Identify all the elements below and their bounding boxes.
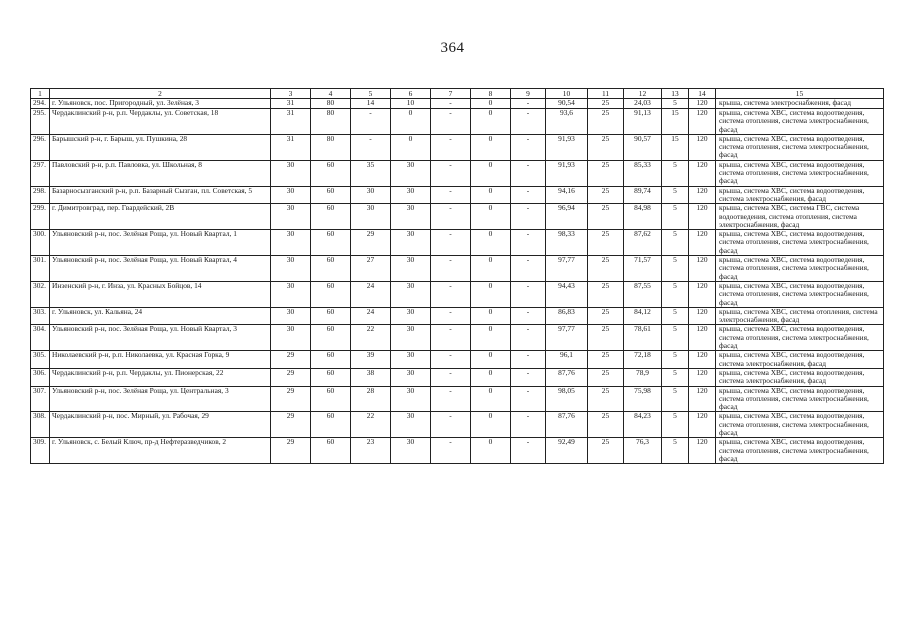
- column-header-3: 3: [271, 89, 311, 99]
- col12-cell: 72,18: [624, 351, 662, 369]
- col5-cell: 23: [351, 438, 391, 464]
- address-cell: Базарносызганский р-н, р.п. Базарный Сызган, пл. Советская, 5: [50, 186, 271, 204]
- col14-cell: 120: [689, 351, 716, 369]
- table-body: [31, 99, 884, 464]
- col13-cell: 5: [662, 160, 689, 186]
- row-number: 299.: [31, 204, 50, 230]
- col4-cell: 60: [311, 204, 351, 230]
- works-cell: крыша, система ХВС, система водоотведения, система отопления, система электроснабжения, фасад: [716, 438, 884, 464]
- col7-cell: -: [431, 281, 471, 307]
- col5-cell: 24: [351, 281, 391, 307]
- col6-cell: 30: [391, 412, 431, 438]
- col5-cell: 14: [351, 99, 391, 109]
- col14-cell: 120: [689, 307, 716, 325]
- col11-cell: 25: [588, 438, 624, 464]
- col5-cell: 39: [351, 351, 391, 369]
- col14-cell: 120: [689, 186, 716, 204]
- col10-cell: 87,76: [546, 368, 588, 386]
- col3-cell: 30: [271, 256, 311, 282]
- col12-cell: 76,3: [624, 438, 662, 464]
- col9-cell: -: [511, 368, 546, 386]
- col4-cell: 60: [311, 351, 351, 369]
- col9-cell: -: [511, 325, 546, 351]
- col10-cell: 98,05: [546, 386, 588, 412]
- col14-cell: 120: [689, 230, 716, 256]
- col11-cell: 25: [588, 186, 624, 204]
- col8-cell: 0: [471, 256, 511, 282]
- works-cell: крыша, система ХВС, система водоотведения, система отопления, система электроснабжения, фасад: [716, 256, 884, 282]
- col7-cell: -: [431, 204, 471, 230]
- col7-cell: -: [431, 438, 471, 464]
- col13-cell: 5: [662, 186, 689, 204]
- col4-cell: 60: [311, 186, 351, 204]
- col4-cell: 60: [311, 160, 351, 186]
- table-row: [31, 438, 884, 464]
- table-row: [31, 412, 884, 438]
- col9-cell: -: [511, 438, 546, 464]
- col6-cell: 30: [391, 204, 431, 230]
- col10-cell: 87,76: [546, 412, 588, 438]
- table-row: [31, 325, 884, 351]
- address-cell: Чердаклинский р-н, пос. Мирный, ул. Рабочая, 29: [50, 412, 271, 438]
- row-number: 296.: [31, 134, 50, 160]
- address-cell: Ульяновский р-н, пос. Зелёная Роща, ул. Новый Квартал, 3: [50, 325, 271, 351]
- col11-cell: 25: [588, 307, 624, 325]
- table-row: [31, 204, 884, 230]
- col6-cell: 30: [391, 351, 431, 369]
- table-row: [31, 307, 884, 325]
- col3-cell: 30: [271, 307, 311, 325]
- col7-cell: -: [431, 134, 471, 160]
- col4-cell: 60: [311, 230, 351, 256]
- col9-cell: -: [511, 186, 546, 204]
- col3-cell: 30: [271, 230, 311, 256]
- col10-cell: 90,54: [546, 99, 588, 109]
- col3-cell: 30: [271, 325, 311, 351]
- col7-cell: -: [431, 368, 471, 386]
- col11-cell: 25: [588, 230, 624, 256]
- col4-cell: 60: [311, 438, 351, 464]
- works-cell: крыша, система ХВС, система водоотведения, система отопления, система электроснабжения, фасад: [716, 230, 884, 256]
- col7-cell: -: [431, 109, 471, 135]
- col7-cell: -: [431, 99, 471, 109]
- col4-cell: 80: [311, 134, 351, 160]
- col4-cell: 60: [311, 307, 351, 325]
- table-row: [31, 256, 884, 282]
- col5-cell: 29: [351, 230, 391, 256]
- col8-cell: 0: [471, 412, 511, 438]
- col5-cell: 22: [351, 325, 391, 351]
- col4-cell: 60: [311, 281, 351, 307]
- col5-cell: 28: [351, 386, 391, 412]
- col12-cell: 87,55: [624, 281, 662, 307]
- col6-cell: 30: [391, 438, 431, 464]
- col10-cell: 98,33: [546, 230, 588, 256]
- works-cell: крыша, система ХВС, система водоотведения, система отопления, система электроснабжения, фасад: [716, 134, 884, 160]
- col8-cell: 0: [471, 325, 511, 351]
- col5-cell: 24: [351, 307, 391, 325]
- works-cell: крыша, система электроснабжения, фасад: [716, 99, 884, 109]
- address-cell: Чердаклинский р-н, р.п. Чердаклы, ул. Советская, 18: [50, 109, 271, 135]
- works-cell: крыша, система ХВС, система водоотведения, система электроснабжения, фасад: [716, 351, 884, 369]
- column-header-15: 15: [716, 89, 884, 99]
- col14-cell: 120: [689, 99, 716, 109]
- row-number: 298.: [31, 186, 50, 204]
- col9-cell: -: [511, 307, 546, 325]
- col13-cell: 5: [662, 386, 689, 412]
- table-header: [31, 89, 884, 99]
- col5-cell: -: [351, 134, 391, 160]
- col6-cell: 30: [391, 325, 431, 351]
- col10-cell: 92,49: [546, 438, 588, 464]
- col9-cell: -: [511, 134, 546, 160]
- col9-cell: -: [511, 281, 546, 307]
- row-number: 300.: [31, 230, 50, 256]
- col12-cell: 84,98: [624, 204, 662, 230]
- col3-cell: 29: [271, 438, 311, 464]
- col4-cell: 60: [311, 368, 351, 386]
- col5-cell: 38: [351, 368, 391, 386]
- col11-cell: 25: [588, 386, 624, 412]
- col13-cell: 5: [662, 368, 689, 386]
- col12-cell: 85,33: [624, 160, 662, 186]
- col3-cell: 31: [271, 109, 311, 135]
- column-number-row: [31, 89, 884, 99]
- works-cell: крыша, система ХВС, система водоотведения, система электроснабжения, фасад: [716, 186, 884, 204]
- address-cell: Ульяновский р-н, пос. Зелёная Роща, ул. Новый Квартал, 1: [50, 230, 271, 256]
- col6-cell: 0: [391, 134, 431, 160]
- table-row: [31, 186, 884, 204]
- col6-cell: 30: [391, 256, 431, 282]
- col11-cell: 25: [588, 351, 624, 369]
- col10-cell: 96,94: [546, 204, 588, 230]
- col8-cell: 0: [471, 351, 511, 369]
- works-cell: крыша, система ХВС, система водоотведения, система отопления, система электроснабжения, фасад: [716, 160, 884, 186]
- address-cell: г. Ульяновск, пос. Пригородный, ул. Зелёная, 3: [50, 99, 271, 109]
- col12-cell: 75,98: [624, 386, 662, 412]
- col9-cell: -: [511, 109, 546, 135]
- col10-cell: 94,43: [546, 281, 588, 307]
- col12-cell: 89,74: [624, 186, 662, 204]
- col8-cell: 0: [471, 368, 511, 386]
- address-cell: Инзенский р-н, г. Инза, ул. Красных Бойцов, 14: [50, 281, 271, 307]
- col12-cell: 71,57: [624, 256, 662, 282]
- col7-cell: -: [431, 386, 471, 412]
- address-cell: Николаевский р-н, р.п. Николаевка, ул. Красная Горка, 9: [50, 351, 271, 369]
- col13-cell: 5: [662, 230, 689, 256]
- col5-cell: 30: [351, 204, 391, 230]
- col9-cell: -: [511, 99, 546, 109]
- table-row: [31, 351, 884, 369]
- col12-cell: 90,57: [624, 134, 662, 160]
- address-cell: Ульяновский р-н, пос. Зелёная Роща, ул. Центральная, 3: [50, 386, 271, 412]
- row-number: 297.: [31, 160, 50, 186]
- col9-cell: -: [511, 412, 546, 438]
- row-number: 294.: [31, 99, 50, 109]
- col13-cell: 15: [662, 134, 689, 160]
- col4-cell: 60: [311, 412, 351, 438]
- registry-table-container: [30, 88, 883, 464]
- col11-cell: 25: [588, 412, 624, 438]
- address-cell: Барышский р-н, г. Барыш, ул. Пушкина, 28: [50, 134, 271, 160]
- col4-cell: 60: [311, 256, 351, 282]
- col4-cell: 80: [311, 99, 351, 109]
- col3-cell: 31: [271, 99, 311, 109]
- col13-cell: 5: [662, 412, 689, 438]
- col3-cell: 30: [271, 186, 311, 204]
- address-cell: г. Димитровград, пер. Гвардейский, 2В: [50, 204, 271, 230]
- col8-cell: 0: [471, 307, 511, 325]
- column-header-1: 1: [31, 89, 50, 99]
- col9-cell: -: [511, 351, 546, 369]
- col12-cell: 87,62: [624, 230, 662, 256]
- col3-cell: 29: [271, 351, 311, 369]
- column-header-9: 9: [511, 89, 546, 99]
- col14-cell: 120: [689, 109, 716, 135]
- column-header-12: 12: [624, 89, 662, 99]
- col12-cell: 24,03: [624, 99, 662, 109]
- col11-cell: 25: [588, 256, 624, 282]
- col8-cell: 0: [471, 186, 511, 204]
- col8-cell: 0: [471, 386, 511, 412]
- row-number: 308.: [31, 412, 50, 438]
- col14-cell: 120: [689, 438, 716, 464]
- row-number: 302.: [31, 281, 50, 307]
- table-row: [31, 386, 884, 412]
- col11-cell: 25: [588, 368, 624, 386]
- col11-cell: 25: [588, 134, 624, 160]
- column-header-13: 13: [662, 89, 689, 99]
- row-number: 309.: [31, 438, 50, 464]
- col13-cell: 5: [662, 256, 689, 282]
- col5-cell: 35: [351, 160, 391, 186]
- works-cell: крыша, система ХВС, система водоотведения, система отопления, система электроснабжения, фасад: [716, 325, 884, 351]
- col13-cell: 5: [662, 204, 689, 230]
- col14-cell: 120: [689, 368, 716, 386]
- col11-cell: 25: [588, 109, 624, 135]
- col14-cell: 120: [689, 412, 716, 438]
- col5-cell: 27: [351, 256, 391, 282]
- col14-cell: 120: [689, 281, 716, 307]
- col12-cell: 78,61: [624, 325, 662, 351]
- col10-cell: 94,16: [546, 186, 588, 204]
- col6-cell: 30: [391, 230, 431, 256]
- works-cell: крыша, система ХВС, система отопления, система электроснабжения, фасад: [716, 307, 884, 325]
- col13-cell: 5: [662, 307, 689, 325]
- col3-cell: 30: [271, 204, 311, 230]
- col9-cell: -: [511, 204, 546, 230]
- col6-cell: 30: [391, 368, 431, 386]
- column-header-8: 8: [471, 89, 511, 99]
- col6-cell: 30: [391, 386, 431, 412]
- table-row: [31, 160, 884, 186]
- col13-cell: 15: [662, 109, 689, 135]
- row-number: 304.: [31, 325, 50, 351]
- col9-cell: -: [511, 230, 546, 256]
- works-cell: крыша, система ХВС, система водоотведения, система отопления, система электроснабжения, фасад: [716, 412, 884, 438]
- col3-cell: 31: [271, 134, 311, 160]
- works-cell: крыша, система ХВС, система водоотведения, система отопления, система электроснабжения, фасад: [716, 281, 884, 307]
- col7-cell: -: [431, 160, 471, 186]
- works-cell: крыша, система ХВС, система водоотведения, система отопления, система электроснабжения, фасад: [716, 109, 884, 135]
- col13-cell: 5: [662, 351, 689, 369]
- col12-cell: 84,12: [624, 307, 662, 325]
- column-header-4: 4: [311, 89, 351, 99]
- col5-cell: 30: [351, 186, 391, 204]
- column-header-7: 7: [431, 89, 471, 99]
- col8-cell: 0: [471, 99, 511, 109]
- col3-cell: 29: [271, 368, 311, 386]
- address-cell: г. Ульяновск, с. Белый Ключ, пр-д Нефтеразведчиков, 2: [50, 438, 271, 464]
- col9-cell: -: [511, 160, 546, 186]
- col7-cell: -: [431, 230, 471, 256]
- col14-cell: 120: [689, 325, 716, 351]
- col12-cell: 78,9: [624, 368, 662, 386]
- col11-cell: 25: [588, 281, 624, 307]
- col11-cell: 25: [588, 99, 624, 109]
- col10-cell: 91,93: [546, 134, 588, 160]
- col9-cell: -: [511, 256, 546, 282]
- column-header-2: 2: [50, 89, 271, 99]
- works-cell: крыша, система ХВС, система водоотведения, система отопления, система электроснабжения, фасад: [716, 386, 884, 412]
- address-cell: Павловский р-н, р.п. Павловка, ул. Школьная, 8: [50, 160, 271, 186]
- column-header-14: 14: [689, 89, 716, 99]
- table-row: [31, 368, 884, 386]
- col3-cell: 29: [271, 412, 311, 438]
- row-number: 301.: [31, 256, 50, 282]
- col10-cell: 97,77: [546, 325, 588, 351]
- row-number: 305.: [31, 351, 50, 369]
- col14-cell: 120: [689, 256, 716, 282]
- address-cell: г. Ульяновск, ул. Кальяна, 24: [50, 307, 271, 325]
- col3-cell: 30: [271, 281, 311, 307]
- col7-cell: -: [431, 351, 471, 369]
- col4-cell: 60: [311, 386, 351, 412]
- col7-cell: -: [431, 256, 471, 282]
- column-header-11: 11: [588, 89, 624, 99]
- col8-cell: 0: [471, 204, 511, 230]
- address-cell: Чердаклинский р-н, р.п. Чердаклы, ул. Пионерская, 22: [50, 368, 271, 386]
- works-cell: крыша, система ХВС, система водоотведения, система электроснабжения, фасад: [716, 368, 884, 386]
- col6-cell: 30: [391, 307, 431, 325]
- table-row: [31, 109, 884, 135]
- col12-cell: 91,13: [624, 109, 662, 135]
- row-number: 307.: [31, 386, 50, 412]
- col13-cell: 5: [662, 325, 689, 351]
- table-row: [31, 99, 884, 109]
- col14-cell: 120: [689, 386, 716, 412]
- col6-cell: 30: [391, 281, 431, 307]
- col13-cell: 5: [662, 281, 689, 307]
- col14-cell: 120: [689, 134, 716, 160]
- col8-cell: 0: [471, 230, 511, 256]
- col6-cell: 10: [391, 99, 431, 109]
- table-row: [31, 230, 884, 256]
- col6-cell: 30: [391, 160, 431, 186]
- row-number: 303.: [31, 307, 50, 325]
- col6-cell: 0: [391, 109, 431, 135]
- col3-cell: 30: [271, 160, 311, 186]
- col8-cell: 0: [471, 109, 511, 135]
- row-number: 306.: [31, 368, 50, 386]
- col7-cell: -: [431, 307, 471, 325]
- col14-cell: 120: [689, 160, 716, 186]
- col11-cell: 25: [588, 160, 624, 186]
- column-header-10: 10: [546, 89, 588, 99]
- col13-cell: 5: [662, 438, 689, 464]
- col13-cell: 5: [662, 99, 689, 109]
- col10-cell: 97,77: [546, 256, 588, 282]
- col10-cell: 96,1: [546, 351, 588, 369]
- col10-cell: 86,83: [546, 307, 588, 325]
- works-cell: крыша, система ХВС, система ГВС, система водоотведения, система отопления, система электроснабжения, фасад: [716, 204, 884, 230]
- address-cell: Ульяновский р-н, пос. Зелёная Роща, ул. Новый Квартал, 4: [50, 256, 271, 282]
- col6-cell: 30: [391, 186, 431, 204]
- col11-cell: 25: [588, 204, 624, 230]
- column-header-5: 5: [351, 89, 391, 99]
- col10-cell: 91,93: [546, 160, 588, 186]
- col8-cell: 0: [471, 438, 511, 464]
- row-number: 295.: [31, 109, 50, 135]
- col12-cell: 84,23: [624, 412, 662, 438]
- table-row: [31, 134, 884, 160]
- registry-table: [30, 88, 884, 464]
- col4-cell: 60: [311, 325, 351, 351]
- col8-cell: 0: [471, 134, 511, 160]
- col9-cell: -: [511, 386, 546, 412]
- col11-cell: 25: [588, 325, 624, 351]
- col8-cell: 0: [471, 160, 511, 186]
- col7-cell: -: [431, 325, 471, 351]
- col8-cell: 0: [471, 281, 511, 307]
- col10-cell: 93,6: [546, 109, 588, 135]
- col7-cell: -: [431, 412, 471, 438]
- column-header-6: 6: [391, 89, 431, 99]
- page-number: 364: [440, 40, 465, 56]
- col3-cell: 29: [271, 386, 311, 412]
- col4-cell: 80: [311, 109, 351, 135]
- col5-cell: -: [351, 109, 391, 135]
- col5-cell: 22: [351, 412, 391, 438]
- col14-cell: 120: [689, 204, 716, 230]
- col7-cell: -: [431, 186, 471, 204]
- table-row: [31, 281, 884, 307]
